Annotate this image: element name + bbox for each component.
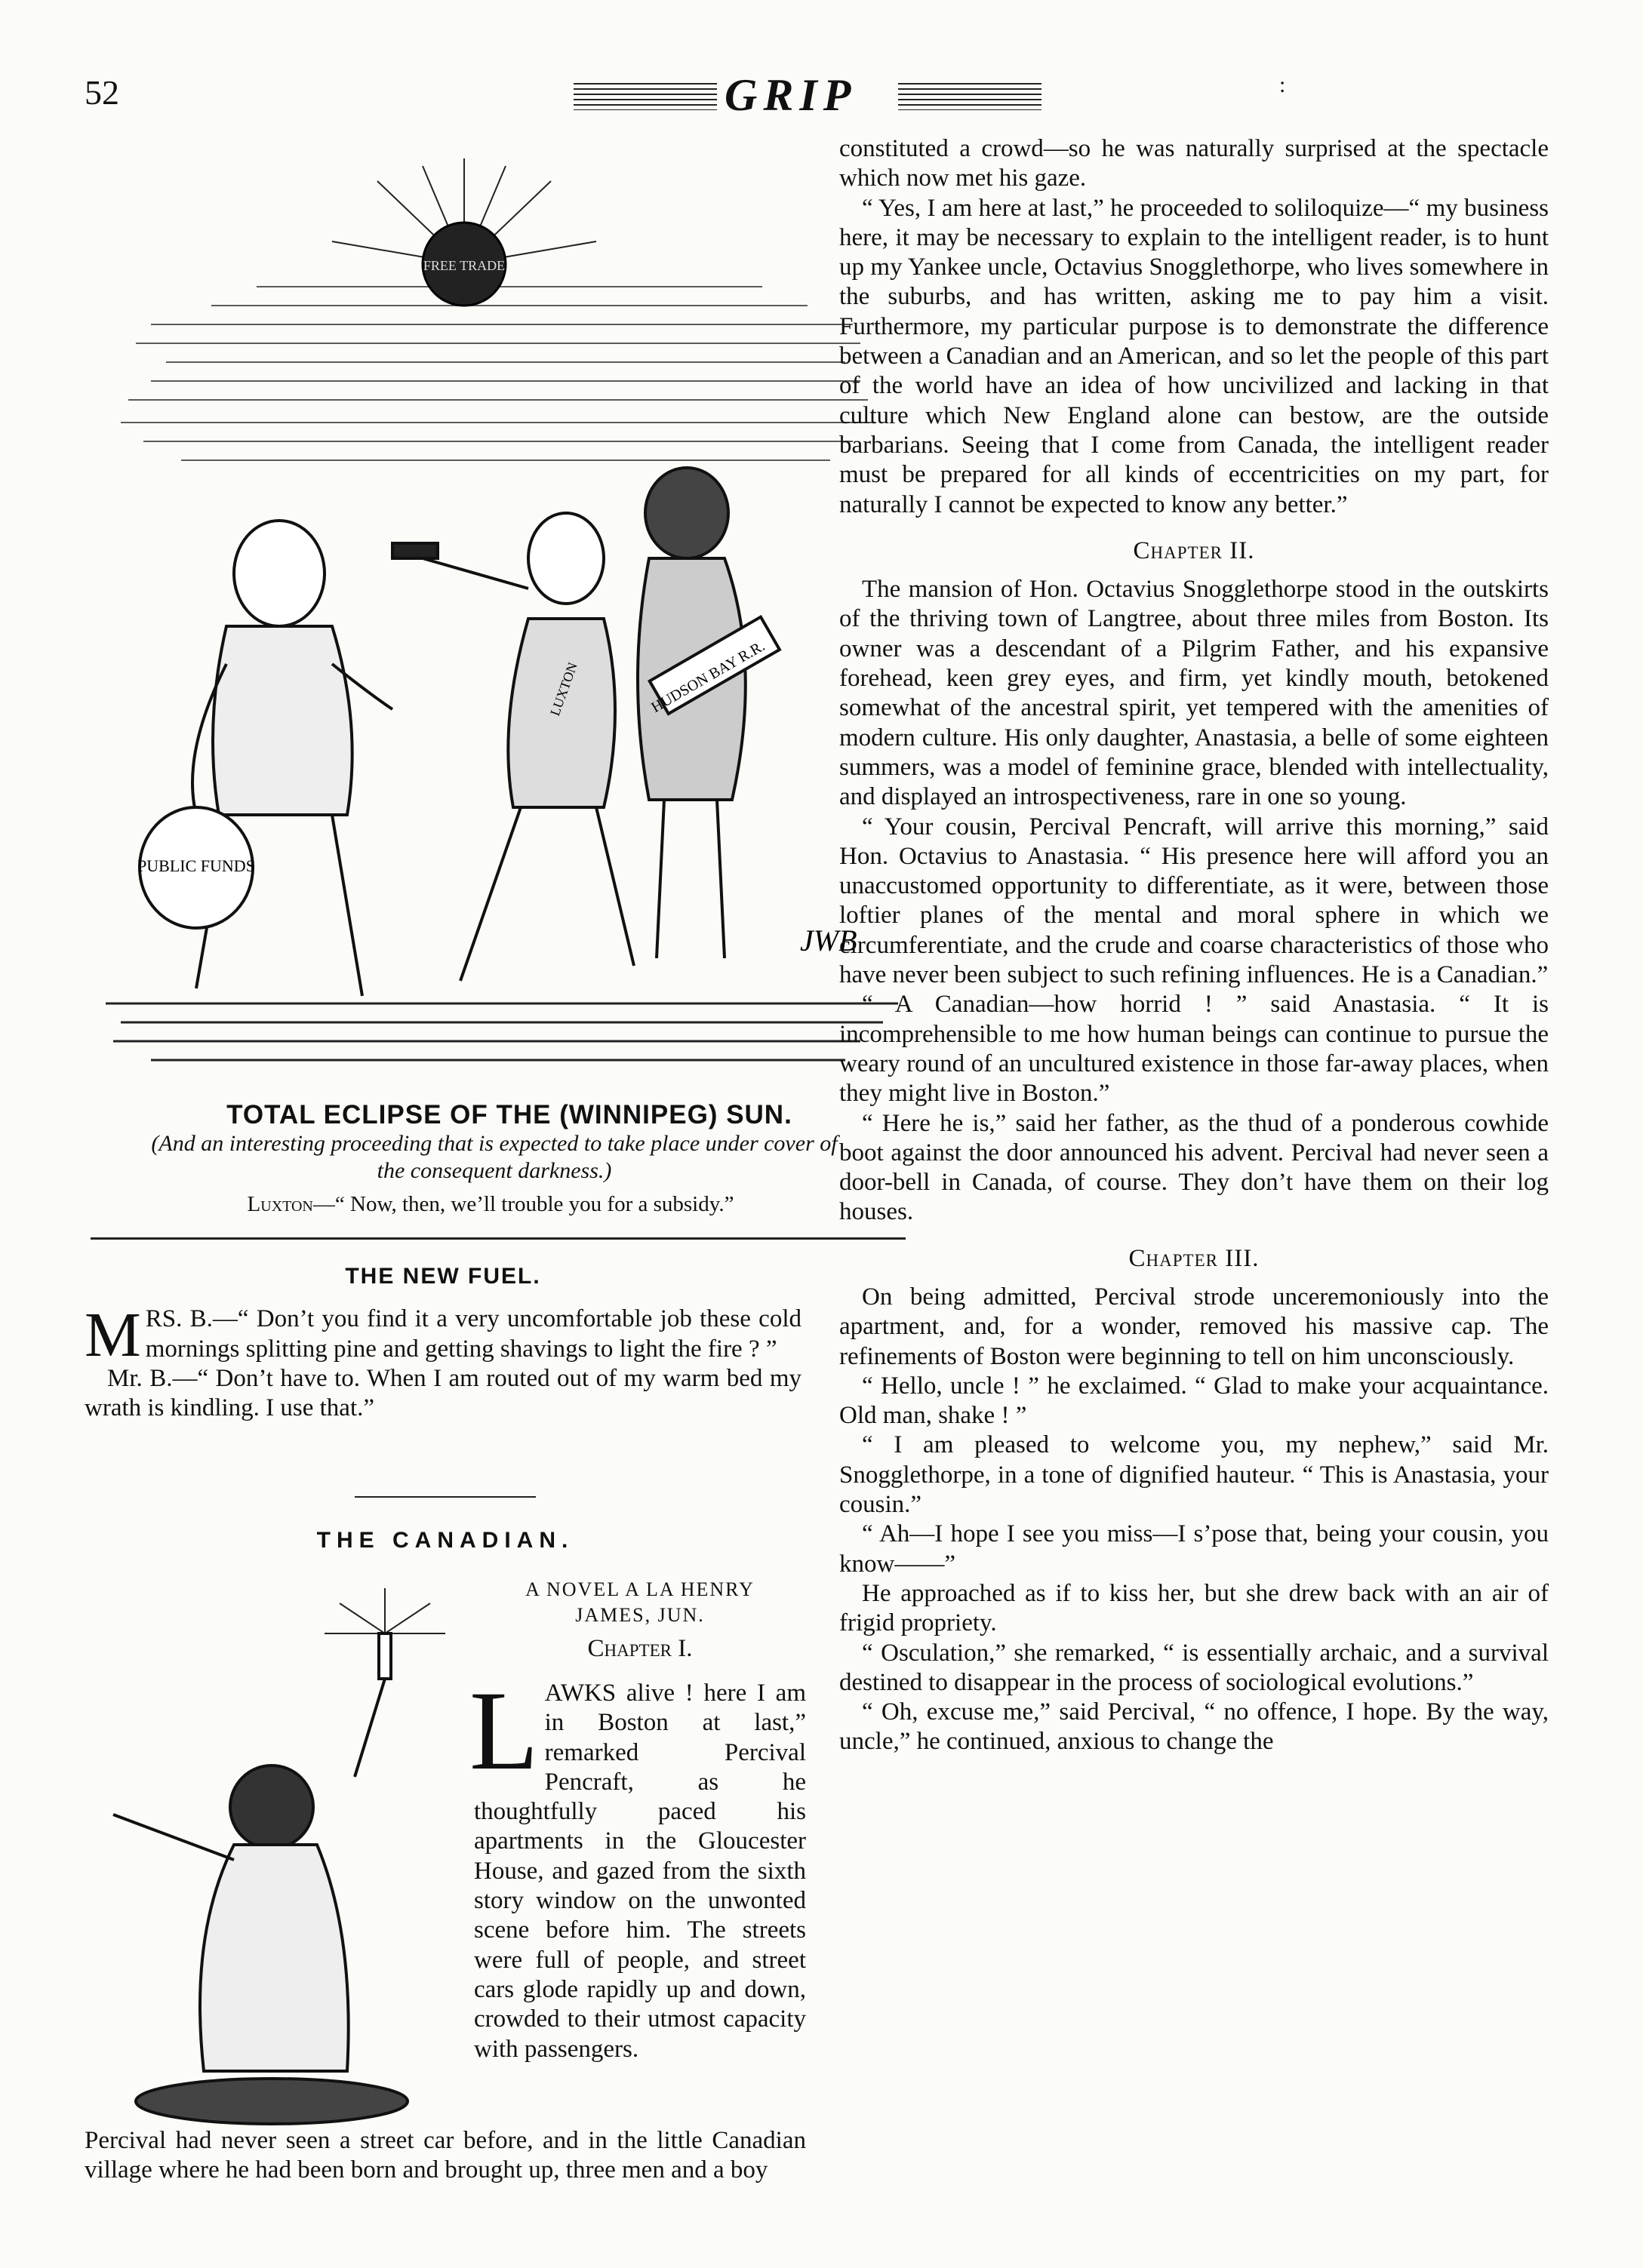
new-fuel-p2: Mr. B.—“ Don’t have to. When I am routed out of my warm bed my wrath is kindling. I use that.” — [85, 1364, 802, 1422]
new-fuel-p1-text: RS. B.—“ Don’t you find it a very uncomfortable job these cold mornings splitting pine and getting shavings to light the fire ? ” — [145, 1305, 802, 1363]
sign-label: HUDSON BAY R.R. — [648, 638, 768, 717]
canadian-narrow-column — [474, 1577, 806, 1670]
short-divider — [355, 1496, 536, 1498]
cartoon-illustration — [106, 136, 898, 1094]
right-p1: constituted a crowd—so he was naturally surprised at the spectacle which now met his gaze. — [839, 135, 1549, 192]
right-p9: “ I am pleased to welcome you, my nephew,” said Mr. Snogglethorpe, in a tone of dignified hauteur. “ This is Anastasia, your cousin.” — [839, 1431, 1549, 1519]
sun-label: FREE TRADE — [423, 258, 506, 273]
right-p13: “ Oh, excuse me,” said Percival, “ no offence, I hope. By the way, uncle,” he continued, anxious to change the — [839, 1698, 1549, 1756]
bag-label: PUBLIC FUNDS — [137, 856, 255, 875]
masthead-title: GRIP — [725, 70, 857, 120]
cartoon-subtitle — [83, 1130, 906, 1185]
masthead-rule-left — [574, 83, 717, 110]
new-fuel-section — [85, 1262, 802, 1423]
canadian-heading: THE CANADIAN. — [316, 1528, 574, 1553]
cartoon-subtitle-line-2: the consequent darkness.) — [377, 1158, 612, 1183]
canadian-continuation — [85, 2126, 806, 2186]
novel-subtitle-2: JAMES, JUN. — [575, 1604, 705, 1626]
margin-mark: : — [1279, 72, 1286, 97]
chapter-3-heading: Chapter III. — [1128, 1244, 1260, 1272]
canadian-p2: Percival had never seen a street car before, and in the little Canadian village where he had been born and brought up, three men and a boy — [85, 2127, 806, 2184]
new-fuel-p1 — [85, 1300, 802, 1371]
right-p2: “ Yes, I am here at last,” he proceeded to soliloquize—“ my business here, it may be necessary to explain to the intelligent reader, is to hunt up my Yankee uncle, Octavius Snogglethorpe, who lives somewhere in the suburbs, and has written, asking me to pay him a visit. Furthermore, my particular purpose is to demonstrate the difference between a Canadian and an American, and so let the people of this part of the world have an idea of how uncivilized and lacking in that culture which New England alone can bestow, are the outside barbarians. Seeing that I come from Canada, the intelligent reader must be prepared for all kinds of eccentricities on my part, for naturally I cannot be expected to know any better.” — [839, 194, 1549, 518]
right-p6: “ Here he is,” said her father, as the thud of a ponderous cowhide boot against the door announced his advent. Percival had never seen a door-bell in Canada, of course. They don’t have them on their log houses. — [839, 1109, 1549, 1226]
page-number: 52 — [85, 73, 119, 112]
canadian-p1-text: AWKS alive ! here I am in Boston at last,” remarked Percival Pencraft, as he thoughtfully paced his apartments in the Gloucester House, and gazed from the sixth story window on the unwonted scene before him. The streets were full of people, and street cars glode rapidly up and down, crowded to their utmost capacity with passengers. — [474, 1679, 806, 2063]
figure-left — [140, 521, 392, 996]
canadian-p1 — [469, 1668, 806, 2064]
candle-figure — [113, 1633, 408, 2124]
right-column — [839, 134, 1549, 1757]
right-p11: He approached as if to kiss her, but she drew back with an air of frigid propriety. — [839, 1579, 1549, 1637]
chapter-2-heading: Chapter II. — [1133, 536, 1255, 564]
new-fuel-heading: THE NEW FUEL. — [345, 1264, 541, 1289]
section-divider — [91, 1237, 906, 1240]
figure-center — [392, 513, 634, 981]
right-p7: On being admitted, Percival strode unceremoniously into the apartment, and, for a wonder, removed his massive cap. The refinements of Boston were beginning to tell on him unconsciously. — [839, 1283, 1549, 1370]
canadian-dropcap: L — [469, 1668, 539, 1793]
artist-signature: JWB — [800, 923, 857, 957]
right-p3: The mansion of Hon. Octavius Snogglethorpe stood in the outskirts of the thriving town of Langtree, about three miles from Boston. Its owner was a descendant of a Pilgrim Father, and his expansive forehead, keen grey eyes, and firm, yet kindly mouth, betokened somewhat of the ancestral spirit, yet tempered with the amenities of modern culture. His only daughter, Anastasia, a belle of some eighteen summers, was a model of feminine grace, blended with intellectuality, and displayed an introspectiveness, rare in one so young. — [839, 576, 1549, 811]
cartoon-subtitle-line-1: (And an interesting proceeding that is expected to take place under cover of — [151, 1131, 838, 1156]
chapter-1-heading: Chapter I. — [587, 1635, 693, 1662]
speech-text: —“ Now, then, we’ll trouble you for a subsidy.” — [312, 1192, 734, 1216]
novel-subtitle-1: A NOVEL A LA HENRY — [525, 1578, 755, 1600]
cartoon-title: TOTAL ECLIPSE OF THE (WINNIPEG) SUN. — [226, 1100, 792, 1129]
right-p10: “ Ah—I hope I see you miss—I s’pose that, being your cousin, you know——” — [839, 1520, 1549, 1578]
right-p12: “ Osculation,” she remarked, “ is essentially archaic, and a survival destined to disappear in the process of sociological evolutions.” — [839, 1639, 1549, 1696]
masthead — [574, 70, 1286, 125]
right-p4: “ Your cousin, Percival Pencraft, will arrive this morning,” said Hon. Octavius to Anastasia. “ His presence here will afford you an unaccustomed opportunity to differentiate, as it were, between those loftier planes of the mental and moral sphere in which we circumferentiate, and the crude and coarse characteristics of those who have never been subject to such refining influences. He is a Canadian.” — [839, 813, 1549, 989]
arm-label: LUXTON — [546, 660, 580, 718]
candle-figure-illustration — [98, 1588, 468, 2131]
right-p5: “ A Canadian—how horrid ! ” said Anastasia. “ It is incomprehensible to me how human beings can continue to pursue the weary round of an uncultured existence in those far-away places, when they might live in Boston.” — [839, 991, 1549, 1108]
right-p8: “ Hello, uncle ! ” he exclaimed. “ Glad to make your acquaintance. Old man, shake ! ” — [839, 1372, 1549, 1430]
cartoon-speech — [128, 1192, 853, 1217]
masthead-rule-right — [898, 83, 1041, 110]
new-fuel-dropcap: M — [85, 1300, 141, 1371]
speech-speaker: Luxton — [247, 1192, 313, 1216]
canadian-chapter-1-text — [469, 1668, 806, 2064]
